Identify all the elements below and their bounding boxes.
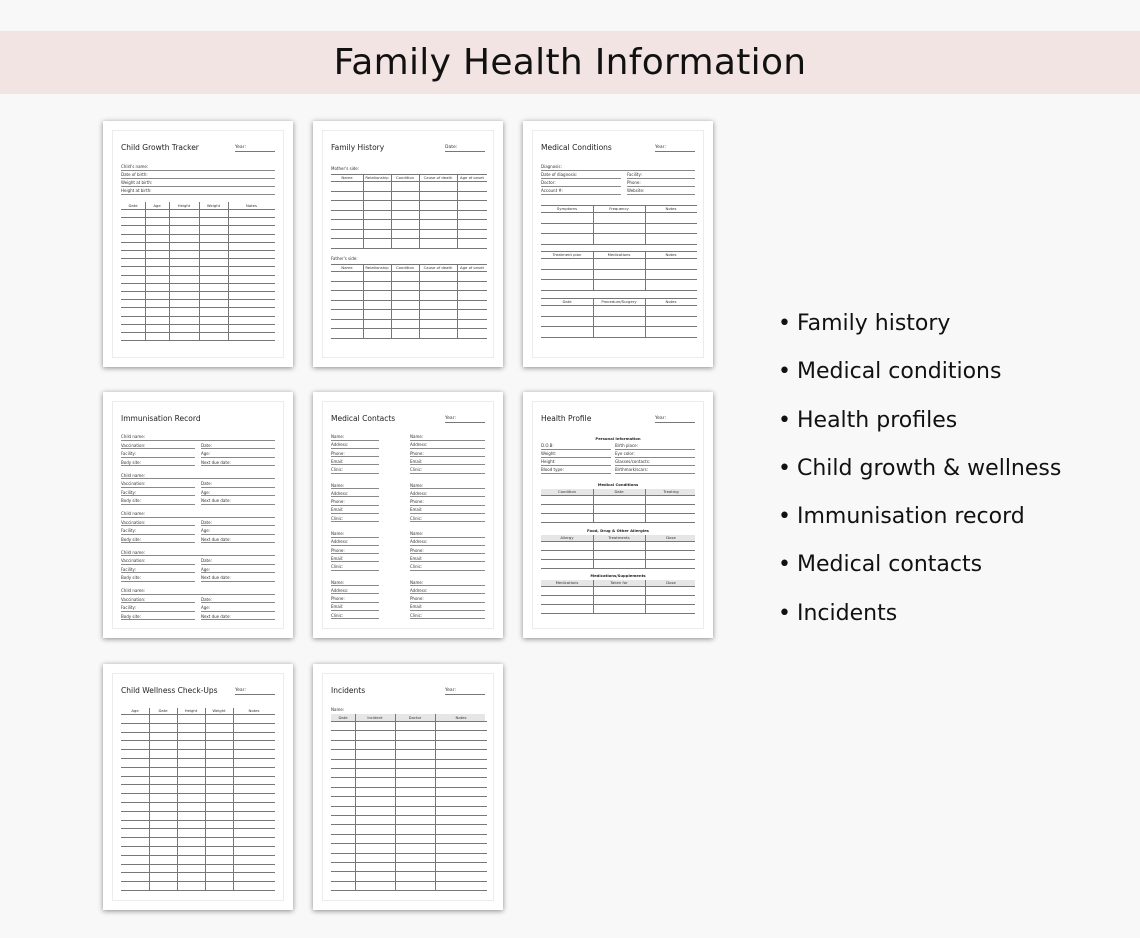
column-header: Date xyxy=(562,299,572,304)
column-header: Date xyxy=(158,708,168,713)
table-rule xyxy=(121,723,275,724)
profile-field: Birth place: xyxy=(615,443,695,450)
table-rule xyxy=(121,793,275,794)
column-header: Relationship xyxy=(365,265,389,270)
bullet-icon: • xyxy=(778,455,791,481)
contact-field: Phone: xyxy=(331,499,379,506)
profile-field: Glasses/contacts: xyxy=(615,459,695,466)
table-column-rule xyxy=(391,174,392,248)
contact-field: Phone: xyxy=(331,596,379,603)
dob-field: Date of birth: xyxy=(121,172,275,179)
contact-field: Clinic: xyxy=(331,467,379,474)
contact-field: Email: xyxy=(410,604,485,611)
contact-field: Address: xyxy=(410,539,485,546)
contact-field: Name: xyxy=(410,434,485,441)
table-rule xyxy=(541,223,697,224)
immunisation-age-field: Age: xyxy=(201,490,275,497)
table-rule xyxy=(541,604,695,605)
page-heading: Child Growth Tracker xyxy=(121,143,199,152)
immunisation-vaccination-field: Vaccination: xyxy=(121,443,195,450)
table-column-rule xyxy=(593,205,594,244)
table-column-rule xyxy=(233,708,234,890)
table-rule xyxy=(331,219,487,220)
feature-item xyxy=(778,354,1061,402)
table-rule xyxy=(541,550,695,551)
table-rule xyxy=(541,258,697,259)
table-rule xyxy=(331,248,487,249)
immunisation-child-field: Child name: xyxy=(121,473,275,480)
column-header: Dose xyxy=(666,580,676,585)
immunisation-date-field: Date: xyxy=(201,558,275,565)
column-header: Cause of death xyxy=(423,175,453,180)
column-header: Condition xyxy=(395,175,415,180)
facility-field: Facility: xyxy=(627,172,695,179)
page-thumbnail-medical-conditions xyxy=(523,121,713,367)
personal-info-heading: Personal Information xyxy=(595,436,641,441)
page-heading: Medical Conditions xyxy=(541,143,612,152)
title-banner xyxy=(0,31,1140,94)
column-header: Condition xyxy=(395,265,415,270)
column-header: Notes xyxy=(248,708,260,713)
table-rule xyxy=(331,174,487,175)
table-rule xyxy=(331,281,487,282)
contact-field: Address: xyxy=(331,442,379,449)
table-column-rule xyxy=(645,580,646,613)
diagnosis-date-field: Date of diagnosis: xyxy=(541,172,621,179)
table-rule xyxy=(331,229,487,230)
page-border xyxy=(322,130,494,358)
table-rule xyxy=(541,298,697,299)
table-column-rule xyxy=(593,580,594,613)
contact-field: Name: xyxy=(410,531,485,538)
table-rule xyxy=(121,340,275,341)
table-column-rule xyxy=(199,202,200,340)
contact-field: Name: xyxy=(410,483,485,490)
contact-field: Clinic: xyxy=(410,564,485,571)
immunisation-next-field: Next due date: xyxy=(201,460,275,467)
table-rule xyxy=(541,269,697,270)
feature-item xyxy=(778,451,1061,499)
contact-field: Phone: xyxy=(410,451,485,458)
table-column-rule xyxy=(363,264,364,338)
bullet-icon: • xyxy=(778,359,791,385)
immunisation-child-field: Child name: xyxy=(121,511,275,518)
fathers-side-label: Father's side: xyxy=(331,256,358,261)
column-header: Taken for xyxy=(610,580,628,585)
table-rule xyxy=(331,290,487,291)
feature-item xyxy=(778,596,1061,644)
table-rule xyxy=(121,864,275,865)
column-header: Medications xyxy=(607,252,631,257)
contact-field: Clinic: xyxy=(331,613,379,620)
table-column-rule xyxy=(205,708,206,890)
immunisation-next-field: Next due date: xyxy=(201,614,275,621)
table-rule xyxy=(331,181,487,182)
immunisation-vaccination-field: Vaccination: xyxy=(121,597,195,604)
feature-label: Medical conditions xyxy=(797,359,1002,385)
column-header: Age of onset xyxy=(460,175,484,180)
table-rule xyxy=(541,513,695,514)
table-column-rule xyxy=(645,489,646,522)
immunisation-site-field: Body site: xyxy=(121,498,195,505)
column-header: Notes xyxy=(246,203,257,208)
table-rule xyxy=(121,749,275,750)
immunisation-age-field: Age: xyxy=(201,605,275,612)
column-header: Notes xyxy=(665,299,677,304)
table-rule xyxy=(331,890,487,891)
table-rule xyxy=(121,714,275,715)
immunisation-age-field: Age: xyxy=(201,528,275,535)
immunisation-age-field: Age: xyxy=(201,451,275,458)
column-header: Frequency xyxy=(609,206,629,211)
column-header: Symptoms xyxy=(556,206,578,211)
table-rule xyxy=(541,595,695,596)
immunisation-date-field: Date: xyxy=(201,520,275,527)
immunisation-site-field: Body site: xyxy=(121,575,195,582)
column-header: Medications xyxy=(555,580,579,585)
feature-label: Medical contacts xyxy=(797,552,983,578)
table-rule xyxy=(121,802,275,803)
bullet-icon: • xyxy=(778,600,791,626)
date-field: Date: xyxy=(445,145,485,152)
feature-list xyxy=(778,306,1061,644)
bullet-icon: • xyxy=(778,504,791,530)
feature-item xyxy=(778,547,1061,595)
column-header: Age xyxy=(153,203,161,208)
table-rule xyxy=(541,212,697,213)
table-rule xyxy=(121,828,275,829)
year-field: Year: xyxy=(655,145,695,152)
column-header: Date xyxy=(614,489,624,494)
table-rule xyxy=(121,855,275,856)
column-header: Procedure/Surgery xyxy=(601,299,637,304)
year-field: Year: xyxy=(655,416,695,423)
feature-label: Child growth & wellness xyxy=(797,455,1062,481)
column-header: Notes xyxy=(455,715,467,720)
allergies-heading: Food, Drug & Other Allergies xyxy=(587,528,649,533)
bullet-icon: • xyxy=(778,552,791,578)
profile-field: Blood type: xyxy=(541,467,611,474)
table-rule xyxy=(541,613,695,614)
column-header: Notes xyxy=(665,252,677,257)
feature-label: Incidents xyxy=(797,600,898,626)
profile-field: D.O.B: xyxy=(541,443,611,450)
page-heading: Medical Contacts xyxy=(331,414,396,423)
immunisation-facility-field: Facility: xyxy=(121,451,195,458)
contact-field: Clinic: xyxy=(410,613,485,620)
contact-field: Email: xyxy=(410,507,485,514)
feature-label: Family history xyxy=(797,311,951,336)
page-heading: Child Wellness Check-Ups xyxy=(121,686,218,695)
table-rule xyxy=(541,541,695,542)
table-rule xyxy=(331,328,487,329)
page-thumbnail-family-history xyxy=(313,121,503,367)
feature-item xyxy=(778,403,1061,451)
page-title: Family Health Information xyxy=(333,42,807,83)
column-header: Notes xyxy=(665,206,677,211)
immunisation-date-field: Date: xyxy=(201,597,275,604)
table-rule xyxy=(541,290,697,291)
bullet-icon: • xyxy=(778,407,791,433)
contact-field: Phone: xyxy=(331,548,379,555)
immunisation-site-field: Body site: xyxy=(121,537,195,544)
profile-field: Weight: xyxy=(541,451,611,458)
table-rule xyxy=(121,767,275,768)
contact-field: Phone: xyxy=(410,548,485,555)
contact-field: Phone: xyxy=(331,451,379,458)
table-column-rule xyxy=(228,202,229,340)
table-rule xyxy=(541,568,695,569)
table-rule xyxy=(331,338,487,339)
table-column-rule xyxy=(645,205,646,244)
column-header: Date xyxy=(338,715,348,720)
immunisation-vaccination-field: Vaccination: xyxy=(121,520,195,527)
immunisation-child-field: Child name: xyxy=(121,588,275,595)
column-header: Weight xyxy=(206,203,221,208)
contact-field: Name: xyxy=(331,580,379,587)
year-field: Year: xyxy=(235,145,275,152)
immunisation-vaccination-field: Vaccination: xyxy=(121,558,195,565)
table-column-rule xyxy=(593,489,594,522)
immunisation-child-field: Child name: xyxy=(121,550,275,557)
page-thumbnail-health-profile xyxy=(523,392,713,638)
table-rule xyxy=(121,872,275,873)
diagnosis-field: Diagnosis: xyxy=(541,164,695,171)
table-rule xyxy=(121,784,275,785)
height-birth-field: Height at birth: xyxy=(121,188,275,195)
column-header: Age of onset xyxy=(460,265,484,270)
immunisation-facility-field: Facility: xyxy=(121,490,195,497)
column-header: Age xyxy=(131,708,139,713)
table-rule xyxy=(121,837,275,838)
table-rule xyxy=(541,205,697,206)
contact-field: Address: xyxy=(331,588,379,595)
immunisation-vaccination-field: Vaccination: xyxy=(121,481,195,488)
contact-field: Address: xyxy=(331,491,379,498)
table-column-rule xyxy=(177,708,178,890)
table-column-rule xyxy=(145,202,146,340)
contact-field: Phone: xyxy=(410,499,485,506)
column-header: Relationship xyxy=(365,175,389,180)
table-rule xyxy=(541,522,695,523)
immunisation-next-field: Next due date: xyxy=(201,575,275,582)
table-rule xyxy=(541,244,697,245)
table-rule xyxy=(331,271,487,272)
table-column-rule xyxy=(645,298,646,337)
table-rule xyxy=(541,586,695,587)
column-header: Treatment plan xyxy=(552,252,582,257)
contact-field: Address: xyxy=(410,491,485,498)
table-column-rule xyxy=(593,535,594,568)
table-rule xyxy=(541,233,697,234)
profile-field: Height: xyxy=(541,459,611,466)
conditions-heading: Medical Conditions xyxy=(597,482,639,487)
table-rule xyxy=(541,559,695,560)
page-thumbnail-immunisation-record xyxy=(103,392,293,638)
page-thumbnail-incidents xyxy=(313,664,503,910)
contact-field: Email: xyxy=(410,556,485,563)
page-heading: Family History xyxy=(331,143,385,152)
table-column-rule xyxy=(435,714,436,890)
contact-field: Phone: xyxy=(410,596,485,603)
table-rule xyxy=(541,495,695,496)
column-header: Dose xyxy=(666,535,676,540)
doctor-field: Doctor: xyxy=(541,180,621,187)
column-header: Treatments xyxy=(608,535,630,540)
immunisation-date-field: Date: xyxy=(201,443,275,450)
year-field: Year: xyxy=(445,688,485,695)
table-rule xyxy=(121,881,275,882)
column-header: Allergy xyxy=(560,535,574,540)
profile-field: Birthmark/scars: xyxy=(615,467,695,474)
immunisation-child-field: Child name: xyxy=(121,434,275,441)
table-column-rule xyxy=(593,298,594,337)
table-rule xyxy=(541,504,695,505)
table-column-rule xyxy=(457,264,458,338)
feature-item xyxy=(778,306,1061,354)
page-heading: Health Profile xyxy=(541,414,592,423)
contact-field: Name: xyxy=(331,531,379,538)
table-rule xyxy=(331,309,487,310)
contact-field: Name: xyxy=(331,483,379,490)
table-rule xyxy=(541,279,697,280)
contact-field: Clinic: xyxy=(331,516,379,523)
column-header: Doctor xyxy=(408,715,422,720)
table-rule xyxy=(331,264,487,265)
column-header: Incident xyxy=(367,715,383,720)
column-header: Treating xyxy=(663,489,679,494)
contact-field: Address: xyxy=(331,539,379,546)
table-rule xyxy=(541,326,697,327)
column-header: Cause of death xyxy=(423,265,453,270)
table-column-rule xyxy=(395,714,396,890)
table-column-rule xyxy=(457,174,458,248)
contact-field: Address: xyxy=(410,442,485,449)
table-column-rule xyxy=(593,251,594,290)
table-column-rule xyxy=(169,202,170,340)
page-thumbnail-child-wellness xyxy=(103,664,293,910)
contact-field: Name: xyxy=(410,580,485,587)
column-header: Name xyxy=(341,175,353,180)
contact-field: Clinic: xyxy=(410,467,485,474)
table-rule xyxy=(541,316,697,317)
phone-field: Phone: xyxy=(627,180,695,187)
table-rule xyxy=(121,758,275,759)
bullet-icon: • xyxy=(778,311,791,336)
year-field: Year: xyxy=(235,688,275,695)
column-header: Height xyxy=(177,203,191,208)
table-rule xyxy=(121,846,275,847)
contact-field: Email: xyxy=(331,507,379,514)
medications-heading: Medications/Supplements xyxy=(590,573,646,578)
table-rule xyxy=(331,200,487,201)
page-thumbnail-medical-contacts xyxy=(313,392,503,638)
table-column-rule xyxy=(419,174,420,248)
contact-field: Address: xyxy=(410,588,485,595)
table-column-rule xyxy=(419,264,420,338)
table-rule xyxy=(541,251,697,252)
immunisation-date-field: Date: xyxy=(201,481,275,488)
account-field: Account #: xyxy=(541,188,621,195)
immunisation-next-field: Next due date: xyxy=(201,537,275,544)
immunisation-facility-field: Facility: xyxy=(121,528,195,535)
contact-field: Clinic: xyxy=(331,564,379,571)
contact-field: Email: xyxy=(331,459,379,466)
table-column-rule xyxy=(149,708,150,890)
child-name-field: Child's name: xyxy=(121,164,275,171)
page-heading: Incidents xyxy=(331,686,366,695)
weight-birth-field: Weight at birth: xyxy=(121,180,275,187)
table-rule xyxy=(331,300,487,301)
table-rule xyxy=(331,191,487,192)
feature-label: Immunisation record xyxy=(797,504,1025,530)
name-field: Name: xyxy=(331,707,345,712)
table-rule xyxy=(121,820,275,821)
table-rule xyxy=(121,732,275,733)
contact-field: Name: xyxy=(331,434,379,441)
table-column-rule xyxy=(645,535,646,568)
contact-field: Email: xyxy=(331,556,379,563)
immunisation-site-field: Body site: xyxy=(121,460,195,467)
profile-field: Eye color: xyxy=(615,451,695,458)
table-column-rule xyxy=(645,251,646,290)
table-rule xyxy=(331,238,487,239)
column-header: Weight xyxy=(212,708,226,713)
table-rule xyxy=(121,811,275,812)
feature-label: Health profiles xyxy=(797,407,958,433)
table-rule xyxy=(331,319,487,320)
contact-field: Email: xyxy=(331,604,379,611)
table-rule xyxy=(331,210,487,211)
column-header: Name xyxy=(341,265,353,270)
immunisation-facility-field: Facility: xyxy=(121,567,195,574)
column-header: Condition xyxy=(557,489,577,494)
column-header: Height xyxy=(184,708,198,713)
table-rule xyxy=(121,776,275,777)
year-field: Year: xyxy=(445,416,485,423)
table-rule xyxy=(121,740,275,741)
table-rule xyxy=(541,337,697,338)
contact-field: Clinic: xyxy=(410,516,485,523)
feature-item xyxy=(778,499,1061,547)
mothers-side-label: Mother's side: xyxy=(331,166,360,171)
table-rule xyxy=(541,305,697,306)
table-rule xyxy=(121,890,275,891)
immunisation-next-field: Next due date: xyxy=(201,498,275,505)
immunisation-age-field: Age: xyxy=(201,567,275,574)
immunisation-facility-field: Facility: xyxy=(121,605,195,612)
table-column-rule xyxy=(363,174,364,248)
page-thumbnail-child-growth-tracker xyxy=(103,121,293,367)
table-column-rule xyxy=(391,264,392,338)
table-column-rule xyxy=(355,714,356,890)
column-header: Date xyxy=(128,203,138,208)
website-field: Website: xyxy=(627,188,695,195)
contact-field: Email: xyxy=(410,459,485,466)
immunisation-site-field: Body site: xyxy=(121,614,195,621)
page-heading: Immunisation Record xyxy=(121,414,201,423)
